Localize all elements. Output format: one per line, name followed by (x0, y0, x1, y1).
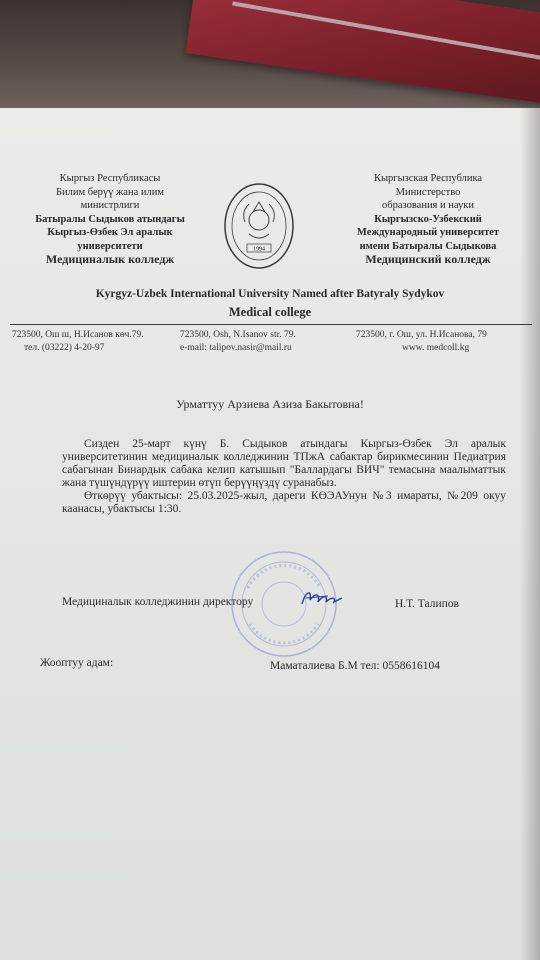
director-signature (298, 586, 346, 610)
header-left-line: Кыргыз-Өзбек Эл аралык (47, 227, 173, 238)
website-line: www. medcoll.kg (402, 342, 470, 353)
university-emblem-logo (223, 182, 295, 270)
director-label: Медициналык колледжинин директору (62, 596, 254, 608)
letter-greeting: Урматтуу Арзиева Азиза Бакытовна! (176, 397, 364, 411)
address-english (180, 329, 340, 354)
header-right-russian (338, 172, 518, 267)
header-right-line: образования и науки (382, 200, 474, 211)
letter-body (62, 438, 506, 516)
header-right-line: Кыргызская Республика (373, 173, 483, 184)
english-university-title: Kyrgyz-Uzbek International University Named after Batyraly Sydykov (95, 288, 445, 300)
responsible-person-contact: Маматалиева Б.М тел: 0558616104 (270, 660, 440, 672)
english-college-subtitle: Medical college (228, 305, 312, 319)
address-kyrgyz (12, 329, 182, 354)
header-left-line: министрлиги (80, 200, 140, 211)
director-name: Н.Т. Талипов (395, 598, 459, 610)
body-paragraph-time-place: Өткөрүү убактысы: 25.03.2025-жыл, дареги КӨЭАУнун №3 имараты, №209 окуу каанасы, убактысы 1:30. (62, 490, 506, 515)
header-left-line: университети (77, 240, 143, 252)
header-right-line: Кыргызско-Узбекский (374, 213, 482, 225)
header-left-line: Билим берүү жана илим (56, 186, 164, 198)
address-line: 723500, г. Ош, ул. Н.Исанова, 79 (356, 330, 487, 340)
address-line: 723500, Ош ш, Н.Исанов көч.79. (12, 330, 144, 340)
header-left-line: Кыргыз Республикасы (59, 173, 161, 184)
header-left-kyrgyz (20, 172, 200, 267)
header-right-college: Медицинский колледж (365, 252, 491, 266)
header-left-college: Медициналык колледж (45, 252, 175, 266)
header-left-line: Батыралы Сыдыков атындагы (35, 213, 185, 225)
logo-year: 1994 (253, 246, 265, 253)
header-right-line: Министерство (395, 186, 461, 198)
header-right-line: Международный университет (356, 227, 500, 238)
email-line: e-mail: talipov.nasir@mail.ru (180, 342, 292, 353)
address-line: 723500, Osh, N.Isanov str. 79. (180, 330, 296, 340)
header-right-line: имени Батыралы Сыдыкова (359, 240, 497, 252)
phone-line: тел. (03222) 4-20-97 (24, 342, 105, 353)
header-divider (10, 324, 532, 325)
address-russian (356, 329, 516, 354)
responsible-person-label: Жооптуу адам: (40, 657, 114, 669)
body-paragraph-invitation: Сизден 25-март күнү Б. Сыдыков атындагы Кыргыз-Өзбек Эл аралык университетинин медициналык колледжинин ТПжА сабактар бирикмесинин Педиатрия сабагынан Бинардык сабака келип катышып "Баллардагы ВИЧ" темасына маалыматтык жана түшүндүрүү иштерин өтүп берүүңүздү суранабыз. (62, 438, 506, 489)
paper-shadow (520, 108, 540, 960)
